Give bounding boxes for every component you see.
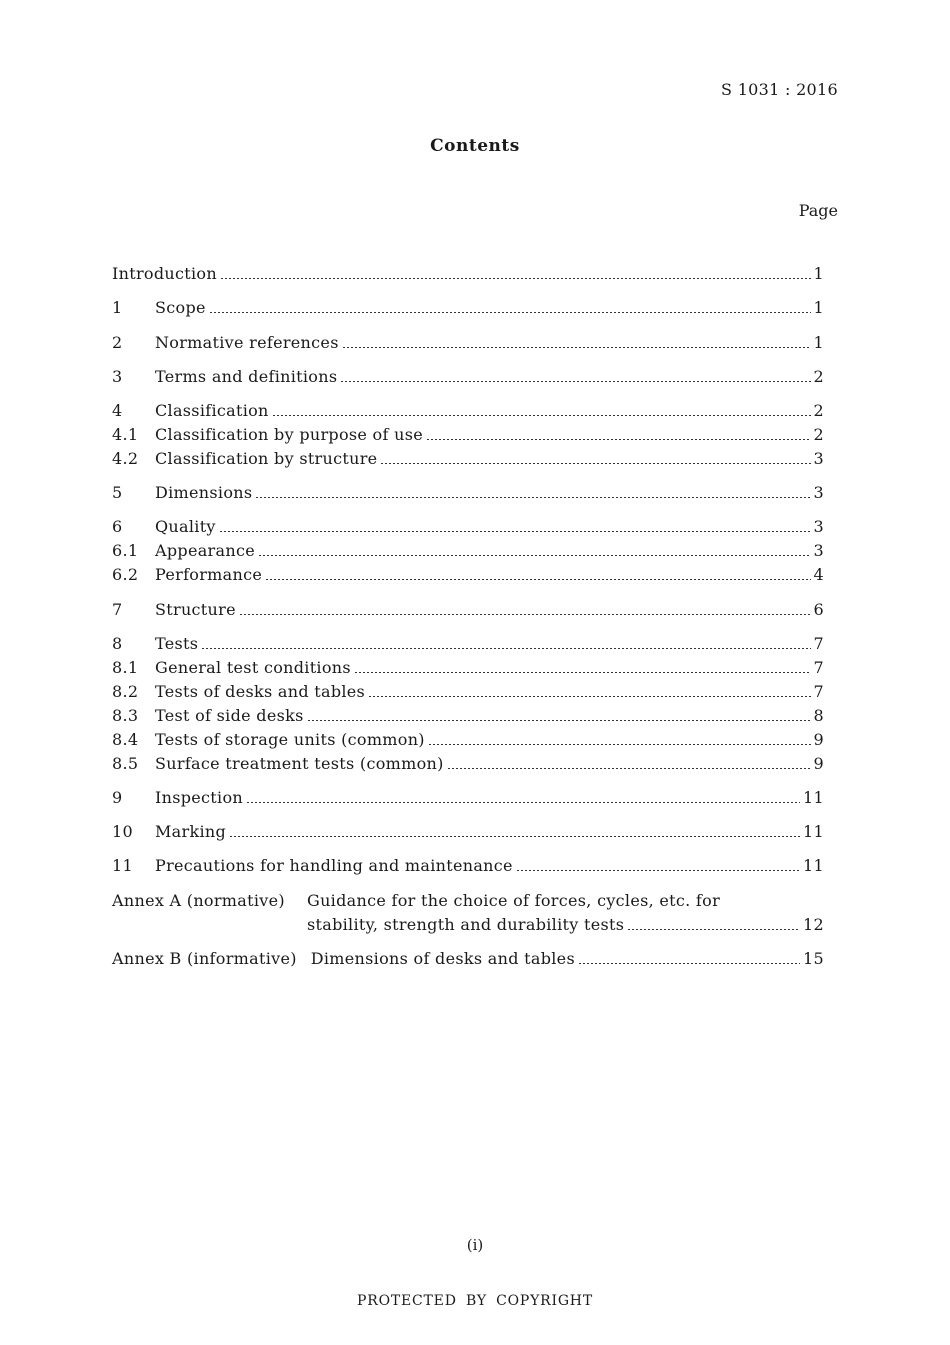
toc-entry-page: 1 <box>813 298 824 317</box>
toc-entry-number: 11 <box>112 856 133 875</box>
leader-dots <box>258 555 811 556</box>
toc-entry-title: Classification <box>155 401 269 420</box>
toc-entry-page: 7 <box>813 682 824 701</box>
page-column-label: Page <box>798 201 838 220</box>
toc-entry-number: 3 <box>112 367 123 386</box>
toc-entry-title: Precautions for handling and maintenance <box>155 856 513 875</box>
toc-entry[interactable] <box>112 752 824 776</box>
toc-entry-title: Tests of storage units (common) <box>155 730 425 749</box>
leader-dots <box>201 648 810 649</box>
toc-entry-number: 10 <box>112 822 133 841</box>
toc-entry-page: 15 <box>803 949 824 968</box>
toc-entry-page: 2 <box>813 401 824 420</box>
annex-label: Annex A (normative) <box>112 891 285 910</box>
toc-entry-number: 1 <box>112 298 123 317</box>
leader-dots <box>426 439 811 440</box>
toc-entry[interactable] <box>112 656 824 680</box>
toc-entry[interactable] <box>112 539 824 563</box>
toc-entry-page: 11 <box>803 788 824 807</box>
toc-entry[interactable] <box>112 399 824 423</box>
leader-dots <box>578 963 800 964</box>
leader-dots <box>627 929 800 930</box>
toc-annex-entry[interactable] <box>112 889 824 937</box>
toc-entry-title: Surface treatment tests (common) <box>155 754 444 773</box>
toc-entry[interactable] <box>112 632 824 656</box>
leader-dots <box>342 347 811 348</box>
toc-entry-page: 3 <box>813 483 824 502</box>
toc-entry-page: 8 <box>813 706 824 725</box>
toc-entry-page: 12 <box>803 915 824 934</box>
annex-title: Dimensions of desks and tables <box>310 949 575 968</box>
toc-entry-number: 4.1 <box>112 425 139 444</box>
toc-entry-number: 2 <box>112 333 123 352</box>
leader-dots <box>239 614 811 615</box>
toc-entry-title: Classification by purpose of use <box>155 425 423 444</box>
leader-dots <box>380 463 810 464</box>
toc-entry[interactable] <box>112 262 824 286</box>
toc-entry-page: 11 <box>803 856 824 875</box>
toc-entry-title: Structure <box>155 600 236 619</box>
toc-entry-title: Performance <box>155 565 263 584</box>
leader-dots <box>354 672 811 673</box>
toc-entry-number: 4.2 <box>112 449 139 468</box>
toc-entry[interactable] <box>112 365 824 389</box>
toc-entry-number: 5 <box>112 483 123 502</box>
toc-entry-title: Inspection <box>155 788 243 807</box>
toc-entry-number: 4 <box>112 401 123 420</box>
toc-entry-title: Dimensions <box>155 483 253 502</box>
toc-entry-title: Scope <box>155 298 206 317</box>
copyright-notice: PROTECTED BY COPYRIGHT <box>357 1293 593 1309</box>
toc-entry[interactable] <box>112 820 824 844</box>
toc-entry-number: 8.3 <box>112 706 139 725</box>
toc-entry-page: 2 <box>813 367 824 386</box>
document-id: S 1031 : 2016 <box>721 80 838 99</box>
toc-entry[interactable] <box>112 515 824 539</box>
toc-entry-number: 7 <box>112 600 123 619</box>
toc-entry[interactable] <box>112 704 824 728</box>
toc-entry-page: 3 <box>813 449 824 468</box>
annex-title-line1: Guidance for the choice of forces, cycles, etc. for <box>307 891 721 910</box>
toc-entry[interactable] <box>112 447 824 471</box>
toc-entry-title: Normative references <box>155 333 339 352</box>
toc-entry-page: 1 <box>813 333 824 352</box>
toc-entry-title: General test conditions <box>155 658 351 677</box>
toc-entry-page: 4 <box>813 565 824 584</box>
toc-entry-number: 8.5 <box>112 754 139 773</box>
leader-dots <box>428 744 811 745</box>
toc-entry-page: 7 <box>813 658 824 677</box>
toc-entry-number: 6.1 <box>112 541 139 560</box>
toc-entry-title: Terms and definitions <box>155 367 338 386</box>
leader-dots <box>220 278 811 279</box>
toc-entry-number: 8.4 <box>112 730 139 749</box>
toc-entry-title: Introduction <box>112 264 217 283</box>
toc-entry[interactable] <box>112 563 824 587</box>
toc-entry[interactable] <box>112 423 824 447</box>
toc-entry-number: 8 <box>112 634 123 653</box>
footer-page-number: (i) <box>466 1236 484 1254</box>
toc-entry-page: 1 <box>813 264 824 283</box>
toc-entry[interactable] <box>112 728 824 752</box>
toc-entry-number: 6 <box>112 517 123 536</box>
toc-entry[interactable] <box>112 598 824 622</box>
toc-annex-entry[interactable] <box>112 947 824 971</box>
toc-entry-number: 8.2 <box>112 682 139 701</box>
annex-label: Annex B (informative) <box>112 949 297 968</box>
toc-entry-title: Tests of desks and tables <box>155 682 366 701</box>
leader-dots <box>516 870 800 871</box>
leader-dots <box>246 802 800 803</box>
toc-entry[interactable] <box>112 331 824 355</box>
page-title: Contents <box>430 136 520 156</box>
toc-entry-number: 9 <box>112 788 123 807</box>
toc-entry[interactable] <box>112 680 824 704</box>
leader-dots <box>219 531 811 532</box>
leader-dots <box>368 696 810 697</box>
toc-entry-page: 3 <box>813 541 824 560</box>
toc-entry-page: 9 <box>813 730 824 749</box>
leader-dots <box>340 381 810 382</box>
toc-entry[interactable] <box>112 296 824 320</box>
leader-dots <box>272 415 811 416</box>
toc-entry-title: Marking <box>155 822 227 841</box>
leader-dots <box>265 579 810 580</box>
toc-entry-title: Tests <box>155 634 199 653</box>
leader-dots <box>255 497 810 498</box>
toc-entry-page: 3 <box>813 517 824 536</box>
toc-entry-title: Quality <box>155 517 216 536</box>
leader-dots <box>447 768 811 769</box>
toc-entry-page: 9 <box>813 754 824 773</box>
toc-entry[interactable] <box>112 481 824 505</box>
toc-entry-number: 8.1 <box>112 658 139 677</box>
leader-dots <box>209 312 811 313</box>
annex-title-line2: stability, strength and durability tests <box>307 915 625 934</box>
leader-dots <box>307 720 811 721</box>
toc-entry-title: Appearance <box>155 541 255 560</box>
toc-entry-page: 11 <box>803 822 824 841</box>
leader-dots <box>229 836 800 837</box>
toc-entry-page: 7 <box>813 634 824 653</box>
annex-second-line <box>307 913 824 937</box>
toc-entry-page: 2 <box>813 425 824 444</box>
toc-entry-title: Test of side desks <box>155 706 304 725</box>
toc-entry[interactable] <box>112 786 824 810</box>
toc-entry-number: 6.2 <box>112 565 139 584</box>
toc-entry-page: 6 <box>813 600 824 619</box>
toc-entry[interactable] <box>112 854 824 878</box>
toc-entry-title: Classification by structure <box>155 449 378 468</box>
